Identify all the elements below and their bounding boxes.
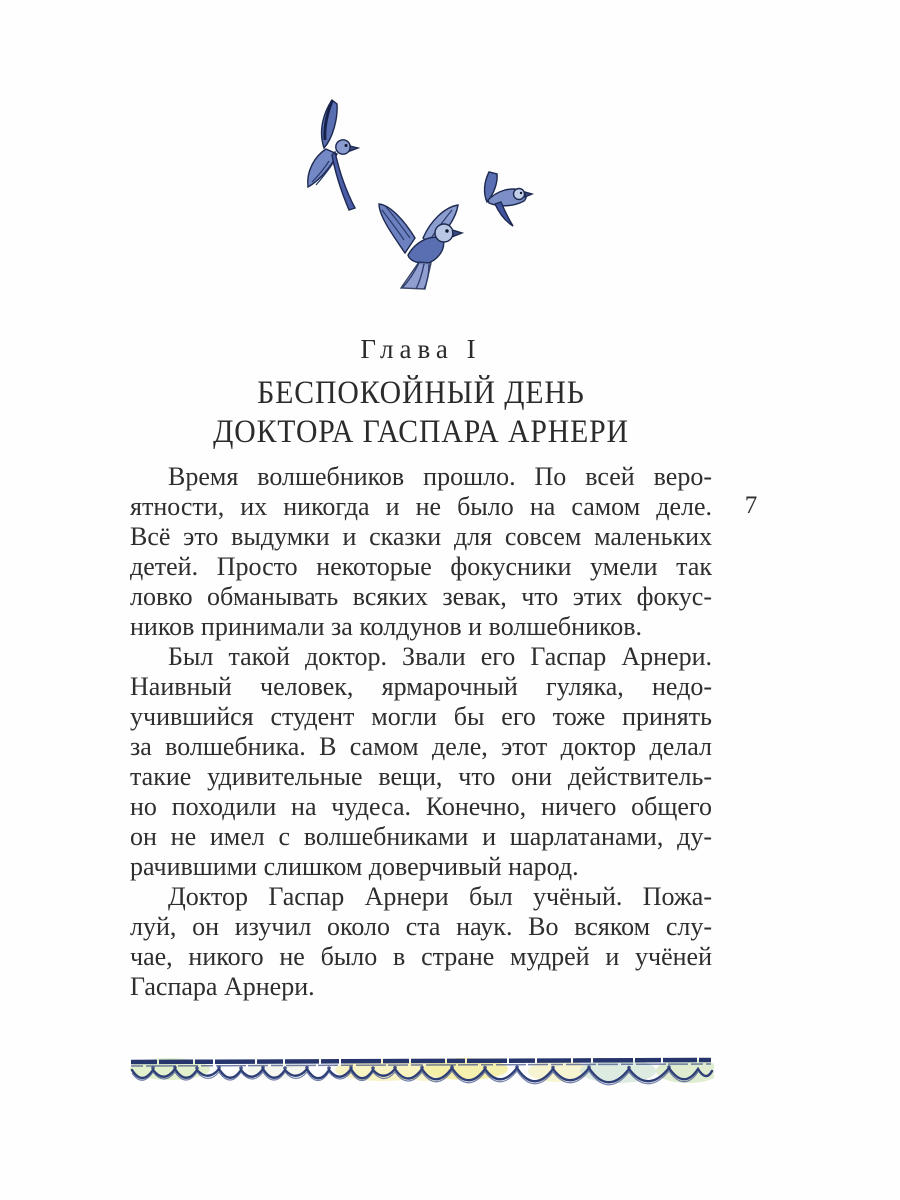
text-line: Наивный человек, ярмарочный гуляка, недо- xyxy=(130,672,712,701)
chapter-title-line-1: БЕСПОКОЙНЫЙ ДЕНЬ xyxy=(257,375,585,411)
text-line: Всё это выдумки и сказки для совсем маленьких xyxy=(130,522,712,551)
garland-border-icon xyxy=(128,1056,714,1102)
bird-icon-right xyxy=(485,172,532,226)
footer-ornament xyxy=(128,1056,714,1102)
bird-icon-left xyxy=(308,100,358,210)
text-line: учившийся студент могли бы его тоже принять xyxy=(130,702,712,731)
body-text xyxy=(130,462,712,1002)
chapter-title xyxy=(159,374,683,452)
page-number: 7 xyxy=(744,492,758,519)
text-line: за волшебника. В самом деле, этот доктор делал xyxy=(130,732,712,761)
text-line: Был такой доктор. Звали его Гаспар Арнери. xyxy=(168,642,712,671)
text-line: чае, никого не было в стране мудрей и учёней xyxy=(130,942,712,971)
chapter-label: Глава I xyxy=(360,334,482,364)
text-line: Гаспара Арнери. xyxy=(130,972,315,1001)
text-line: ятности, их никогда и не было на самом деле. xyxy=(130,492,712,521)
text-line: ников принимали за колдунов и волшебников. xyxy=(130,612,643,641)
text-line: ловко обманывать всяких зевак, что этих фокус- xyxy=(130,582,712,611)
text-line: рачившими слишком доверчивый народ. xyxy=(130,852,579,881)
text-line: но походили на чудеса. Конечно, ничего общего xyxy=(130,792,712,821)
text-line: он не имел с волшебниками и шарлатанами, ду- xyxy=(130,822,712,851)
text-line: луй, он изучил около ста наук. Во всяком слу- xyxy=(130,912,712,941)
birds-illustration-svg xyxy=(292,92,542,297)
text-line: Время волшебников прошло. По всей веро- xyxy=(168,462,712,491)
bird-icon-center xyxy=(379,204,462,289)
text-line: детей. Просто некоторые фокусники умели так xyxy=(130,552,712,581)
text-line: Доктор Гаспар Арнери был учёный. Пожа- xyxy=(168,882,712,911)
birds-illustration xyxy=(292,92,542,297)
text-line: такие удивительные вещи, что они действитель- xyxy=(130,762,712,791)
chapter-title-line-2: ДОКТОРА ГАСПАРА АРНЕРИ xyxy=(213,414,629,450)
